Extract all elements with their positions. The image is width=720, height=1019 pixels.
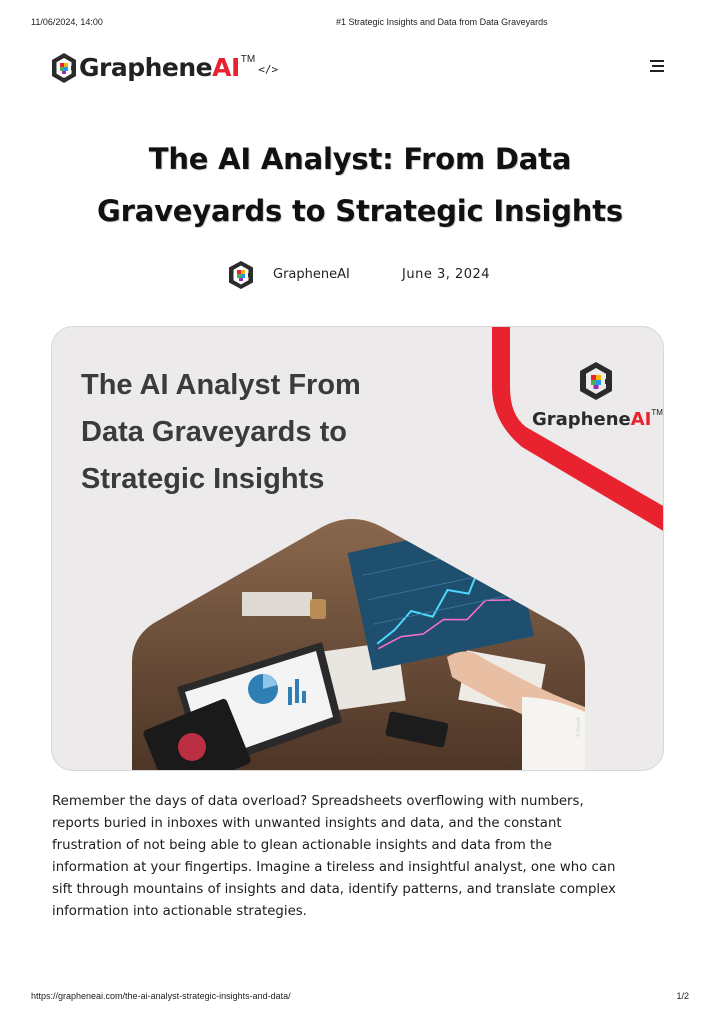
article-title [30, 133, 690, 237]
hero-title-line-1: The AI Analyst From [81, 369, 361, 401]
hero-title-line-3: Strategic Insights [81, 463, 325, 495]
print-page-number: 1/2 [676, 991, 689, 1001]
article-title-line-1: The AI Analyst: From Data [148, 142, 572, 176]
author-avatar-logo-icon[interactable] [227, 260, 255, 290]
article-intro-paragraph [52, 791, 672, 923]
print-header [31, 17, 689, 31]
site-header [50, 50, 664, 86]
photo-credit-watermark: © freepik [576, 716, 582, 737]
article-title-line-2: Graveyards to Strategic Insights [97, 194, 623, 228]
hero-brand-wordmark [532, 409, 663, 430]
graphene-hexagon-logo-icon [50, 52, 78, 84]
print-document-title: #1 Strategic Insights and Data from Data Graveyards [336, 17, 548, 27]
hamburger-menu-icon[interactable] [650, 59, 664, 73]
author-name-link[interactable]: GrapheneAI [273, 267, 350, 282]
hero-graphene-logo-icon [578, 361, 614, 401]
body-line: information at your fingertips. Imagine a tireless and insightful analyst, one who can [52, 860, 616, 875]
brand-wordmark-ai: AI [212, 53, 240, 82]
body-line: sift through mountains of insights and data, identify patterns, and translate complex [52, 882, 616, 897]
hero-brand-word: Graphene [532, 409, 631, 430]
body-line: frustration of not being able to glean actionable insights and data from the [52, 838, 552, 853]
photo-desk-scene [52, 507, 664, 771]
body-line: reports buried in inboxes with unwanted insights and data, and the constant [52, 816, 562, 831]
print-page-url: https://grapheneai.com/the-ai-analyst-strategic-insights-and-data/ [31, 991, 291, 1001]
hero-brand-tm: TM [651, 408, 663, 417]
print-footer [31, 991, 689, 1005]
body-line: Remember the days of data overload? Spreadsheets overflowing with numbers, [52, 794, 584, 809]
hero-image [51, 326, 664, 771]
print-timestamp: 11/06/2024, 14:00 [31, 17, 103, 27]
brand-logo-link[interactable] [50, 50, 278, 86]
body-line: information into actionable strategies. [52, 904, 307, 919]
brand-wordmark: Graphene [79, 53, 213, 82]
hero-title-line-2: Data Graveyards to [81, 416, 347, 448]
hero-title [81, 362, 361, 503]
brand-trademark: TM [240, 53, 256, 65]
publish-date: June 3, 2024 [402, 267, 491, 282]
brand-code-icon: </> [258, 62, 279, 76]
article-meta [0, 260, 720, 290]
hero-brand-ai: AI [630, 409, 652, 430]
